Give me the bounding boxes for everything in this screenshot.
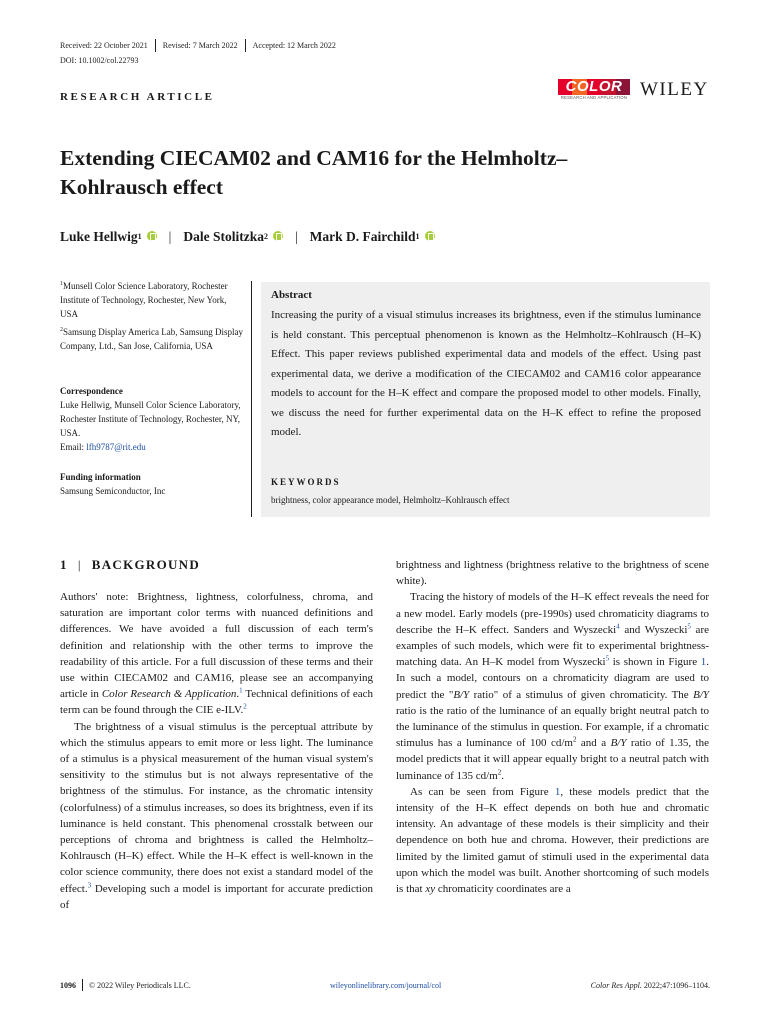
body-paragraph [60,719,373,913]
doi[interactable]: DOI: 10.1002/col.22793 [60,56,139,65]
section-title: BACKGROUND [91,557,201,572]
divider [245,39,246,52]
author-name[interactable]: Mark D. Fairchild [309,229,416,244]
received-date: Received: 22 October 2021 [60,41,148,50]
body-text: chromaticity coordinates are a [435,883,571,896]
body-text: Authors' note: Brightness, lightness, colorfulness, chroma, and saturation are important color terms with nuanced definitions and differences. We have avoided a full discussion of each term's definition and relationship with the other terms to improve the readability of this article. For a full discussion of these terms and their use within CIECAM02 and CAM16, please see an accompanying article in [60,591,373,701]
abstract-text: Increasing the purity of a visual stimulus increases its brightness, even if the stimulus luminance is held constant. This perceptual phenomenon is known as the Helmholtz–Kohlrausch (H–K) Effect. This paper reviews published experimental data and models of the effect. Using past experimental data, we derive a modification of the CIECAM02 and CAM16 color appearance models to account for the H–K effect and compare the proposed model to other models. Finally, we discuss the need for further experimental data on the H–K effect to refine the proposed model. [271,309,701,438]
logo-word-box [558,79,630,95]
section-separator: | [77,557,82,572]
math-term: xy [425,883,436,896]
math-term: B/Y [610,737,627,750]
body-text: As can be seen from Figure [410,785,555,798]
reference-link[interactable]: 2 [243,702,247,711]
author-name[interactable]: Dale Stolitzka [183,229,264,244]
body-text: Developing such a model is important for accurate prediction of [60,882,373,911]
body-text: and a [576,737,611,750]
correspondence [60,384,245,454]
body-text: is shown in Figure [609,656,701,669]
reference-link[interactable]: 3 [87,881,92,889]
funding-heading: Funding information [60,472,141,482]
logo-word: COLOR [565,79,623,95]
body-paragraph [396,784,709,897]
funding-text: Samsung Semiconductor, Inc [60,486,166,496]
page-footer [60,979,710,991]
figure-link[interactable]: 1 [554,785,561,798]
reference-link[interactable]: 5 [687,622,691,631]
divider [155,39,156,52]
affiliation-number: 2 [60,327,63,333]
body-paragraph: brightness and lightness (brightness relative to the brightness of scene white). [396,559,709,588]
accepted-date: Accepted: 12 March 2022 [252,41,336,50]
funding [60,470,245,498]
section-number: 1 [60,557,68,572]
email-link[interactable]: lfh9787@rit.edu [86,442,146,452]
body-text: and Wyszecki [619,623,688,636]
correspondence-text: Luke Hellwig, Munsell Color Science Laboratory, Rochester Institute of Technology, Rochester, NY, USA. [60,400,241,438]
publisher-logo[interactable]: WILEY [640,79,709,100]
logo-subtitle: RESEARCH AND APPLICATION [560,95,628,100]
author-name[interactable]: Luke Hellwig [60,229,138,244]
revised-date: Revised: 7 March 2022 [162,41,238,50]
body-paragraph [396,589,709,783]
superscript: 2 [572,735,577,744]
affiliation-number: 1 [60,281,63,287]
body-column-right [396,557,709,897]
keywords-list: brightness, color appearance model, Helmholtz–Kohlrausch effect [271,495,510,505]
math-term: B/Y [453,688,470,701]
orcid-icon[interactable] [147,231,157,241]
author-separator: | [294,229,298,244]
orcid-icon[interactable] [273,231,283,241]
body-text: ratio is the ratio of the luminance of an equally bright neutral patch to the luminance of the stimulus in question. For example, if a chromatic stimulus has a luminance of 100 cd/m [396,704,709,750]
body-text: , these models predict that the intensity of the H–K effect depends on both hue and chromatic intensity. An advantage of these models is their simplicity and their dependence on both hue and chroma. However, their predictions are limited by the limited gamut of stimuli used in the experimental data upon which the model was built. Another shortcoming of such models is that [396,785,709,896]
journal-abbrev: Color Res Appl. [590,980,642,990]
author-separator: | [168,229,172,244]
orcid-icon[interactable] [425,231,435,241]
body-text: Technical definitions of each term can be found through the CIE e-ILV. [60,688,373,717]
body-paragraph: Authors' note: Brightness, lightness, colorfulness, chroma, and saturation are important color terms with nuanced definitions and differences. We have avoided a full discussion of each term's definition and relationship with the other terms to improve the readability of this article. For a full discussion of these terms and their use within CIECAM02 and CAM16, please see an accompanying article in Color Research & Application.$^1$ Technical definitions of each term can be found through the CIE e-ILV.$^2$ [60,591,373,717]
copyright: © 2022 Wiley Periodicals LLC. [89,980,191,990]
reference-link[interactable]: 4 [616,622,620,631]
body-text: The brightness of a visual stimulus is the perceptual attribute by which the stimulus appears to emit more or less light. The luminance of a stimulus is a physical measurement of the human visual system's sensitivity to the stimulus but is not always representative of the brightness of the stimulus. For instance, as the chromatic intensity (colorfulness) of a stimulus increases, so does its brightness, even if its luminance is held constant. This phenomenal crosstalk between our perceptions of chroma and brightness is called the Helmholtz–Kohlrausch (H–K) effect. While the H–K effect is well-known in the color science community, there does not exist a standard model of the effect. [60,720,373,895]
section-heading [60,557,200,573]
body-text: Tracing the history of models of the H–K effect reveals the need for a new model. Early models (pre-1990s) used chromaticity diagrams to describe the H–K effect. Sanders and Wyszecki [396,591,709,636]
affiliation-text: Samsung Display America Lab, Samsung Display Company, Ltd., San Jose, California, USA [60,327,243,351]
column-divider [251,281,252,517]
math-term: B/Y [693,688,709,701]
keywords-heading: KEYWORDS [271,477,341,487]
abstract-box [261,282,710,517]
author-list: Luke Hellwig 1 | Dale Stolitzka 2 | Mark D. Fairchild 1 [60,229,435,245]
reference-link[interactable]: 1 [239,686,243,695]
affiliation-1 [60,279,245,321]
page-number: 1096 [60,980,76,990]
reference-link[interactable]: 5 [605,654,610,663]
divider [82,979,83,991]
email-line [60,440,245,454]
body-text: are examples of such models, which were fit to experimental brightness-matching data. An H–K model from Wyszecki [396,623,709,669]
citation-details: 2022;47:1096–1104. [641,980,710,990]
journal-name: Color Research & Application [101,688,237,701]
affiliation-text: Munsell Color Science Laboratory, Rochester Institute of Technology, Rochester, New York, USA [60,281,228,319]
correspondence-heading: Correspondence [60,386,123,396]
journal-logo[interactable] [558,79,630,101]
email-label: Email: [60,442,87,452]
article-title: Extending CIECAM02 and CAM16 for the Helmholtz–Kohlrausch effect [60,146,568,199]
citation [591,981,710,990]
publication-dates [60,39,336,52]
body-text: ratio of 1.35, the model predicts that it will appear equally bright to a neutral patch with luminance of 135 cd/m [396,737,709,782]
body-column-left [60,589,373,913]
figure-link[interactable]: 1 [700,656,707,669]
article-type: RESEARCH ARTICLE [60,91,215,103]
body-text: ratio" of a stimulus of given chromaticity. The [469,688,694,701]
affiliation-2 [60,325,245,353]
superscript: 2 [497,767,502,776]
body-text: . In such a model, contours on a chromaticity diagram are used to predict the " [396,656,709,701]
abstract-heading: Abstract [271,289,312,301]
body-text: . [501,769,504,782]
journal-url[interactable]: wileyonlinelibrary.com/journal/col [330,980,442,990]
